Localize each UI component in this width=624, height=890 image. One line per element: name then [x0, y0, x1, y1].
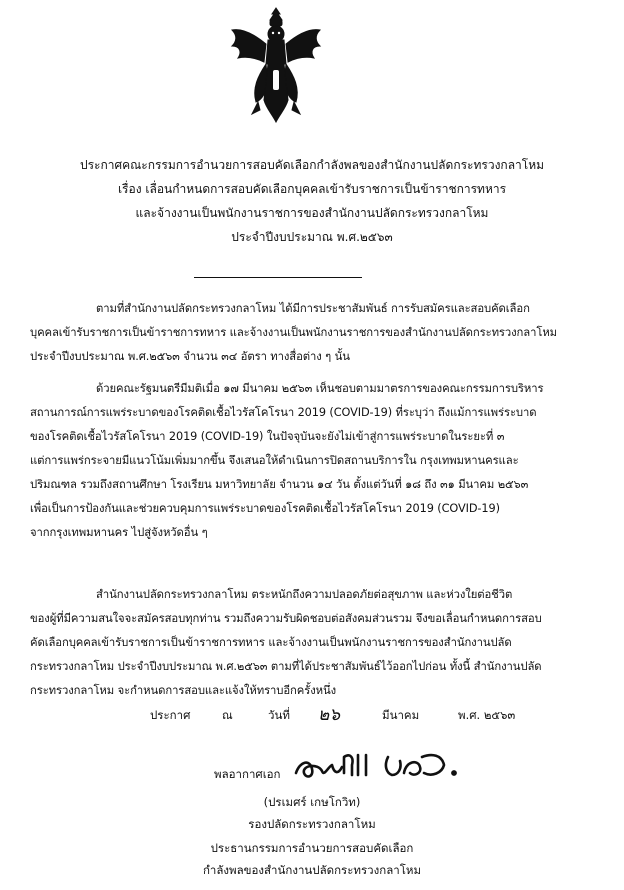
title-line: ประกาศคณะกรรมการอำนวยการสอบคัดเลือกกำลังพลของสำนักงานปลัดกระทรวงกลาโหม [79, 158, 545, 172]
paragraph-line: ปริมณฑล รวมถึงสถานศึกษา โรงเรียน มหาวิทยาลัย จำนวน ๑๔ วัน ตั้งแต่วันที่ ๑๘ ถึง ๓๑ มีนาคม ๒๕๖๓ [30, 478, 529, 491]
handwritten-signature [292, 743, 462, 785]
title-line: ประจำปีงบประมาณ พ.ศ.๒๕๖๓ [231, 230, 393, 244]
paragraph-line: บุคคลเข้ารับราชการเป็นข้าราชการทหาร และจ้างงานเป็นพนักงานราชการของสำนักงานปลัดกระทรวงกลาโหม [30, 326, 558, 339]
signer-position: กำลังพลของสำนักงานปลัดกระทรวงกลาโหม [202, 863, 422, 877]
year-value: พ.ศ. ๒๕๖๓ [458, 708, 516, 722]
paragraph-line: ตามที่สำนักงานปลัดกระทรวงกลาโหม ได้มีการประชาสัมพันธ์ การรับสมัครและสอบคัดเลือก [96, 302, 530, 315]
paragraph-line: ประจำปีงบประมาณ พ.ศ.๒๕๖๓ จำนวน ๓๔ อัตรา ทางสื่อต่าง ๆ นั้น [30, 350, 350, 363]
paragraph-line: ด้วยคณะรัฐมนตรีมีมติเมื่อ ๑๗ มีนาคม ๒๕๖๓ เห็นชอบตามมาตรการของคณะกรรมการบริหาร [96, 382, 544, 395]
paragraph-line: จากกรุงเทพมหานคร ไปสู่จังหวัดอื่น ๆ [30, 526, 208, 539]
paragraph-line: กระทรวงกลาโหม จะกำหนดการสอบและแจ้งให้ทราบอีกครั้งหนึ่ง [30, 684, 337, 697]
paragraph-line: เพื่อเป็นการป้องกันและช่วยควบคุมการแพร่ระบาดของโรคติดเชื้อไวรัสโคโรนา 2019 (COVID-19) [30, 502, 500, 515]
at-label: ณ [222, 708, 233, 722]
paragraph-line: แต่การแพร่กระจายมีแนวโน้มเพิ่มมากขึ้น จึงเสนอให้ดำเนินการปิดสถานบริการใน กรุงเทพมหานครและ [30, 454, 519, 467]
signer-name: (ปรเมศร์ เกษโกวิท) [263, 795, 361, 809]
announced-label: ประกาศ [150, 708, 191, 722]
paragraph-line: สถานการณ์การแพร่ระบาดของโรคติดเชื้อไวรัสโคโรนา 2019 (COVID-19) ที่ระบุว่า ถึงแม้การแพร่ระบาด [30, 406, 537, 419]
title-line: เรื่อง เลื่อนกำหนดการสอบคัดเลือกบุคคลเข้ารับราชการเป็นข้าราชการทหาร [117, 182, 507, 196]
paragraph-line: ของโรคติดเชื้อไวรัสโคโรนา 2019 (COVID-19) ในปัจจุบันจะยังไม่เข้าสู่การแพร่ระบาดในระยะที่ ๓ [30, 430, 505, 443]
announcement-date [0, 707, 624, 727]
paragraph-line: คัดเลือกบุคคลเข้ารับราชการเป็นข้าราชการทหาร และจ้างงานเป็นพนักงานราชการของสำนักงานปลัด [30, 636, 512, 649]
title-divider [194, 277, 362, 278]
day-value: ๒๖ [318, 705, 340, 725]
signer-rank: พลอากาศเอก [214, 767, 281, 781]
signer-position: ประธานกรรมการอำนวยการสอบคัดเลือก [210, 841, 414, 855]
paragraph-line: ของผู้ที่มีความสนใจจะสมัครสอบทุกท่าน รวมถึงความรับผิดชอบต่อสังคมส่วนรวม จึงขอเลื่อนกำหนดการสอบ [30, 612, 542, 625]
month-value: มีนาคม [382, 708, 420, 722]
paragraph-line: สำนักงานปลัดกระทรวงกลาโหม ตระหนักถึงความปลอดภัยต่อสุขภาพ และห่วงใยต่อชีวิต [96, 588, 513, 601]
garuda-emblem-icon [228, 4, 324, 126]
day-label: วันที่ [268, 708, 290, 722]
paragraph-line: กระทรวงกลาโหม ประจำปีงบประมาณ พ.ศ.๒๕๖๓ ตามที่ได้ประชาสัมพันธ์ไว้ออกไปก่อน ทั้งนี้ สำนักงานปลัด [30, 660, 542, 673]
signer-position: รองปลัดกระทรวงกลาโหม [248, 817, 376, 831]
title-line: และจ้างงานเป็นพนักงานราชการของสำนักงานปลัดกระทรวงกลาโหม [135, 206, 489, 220]
